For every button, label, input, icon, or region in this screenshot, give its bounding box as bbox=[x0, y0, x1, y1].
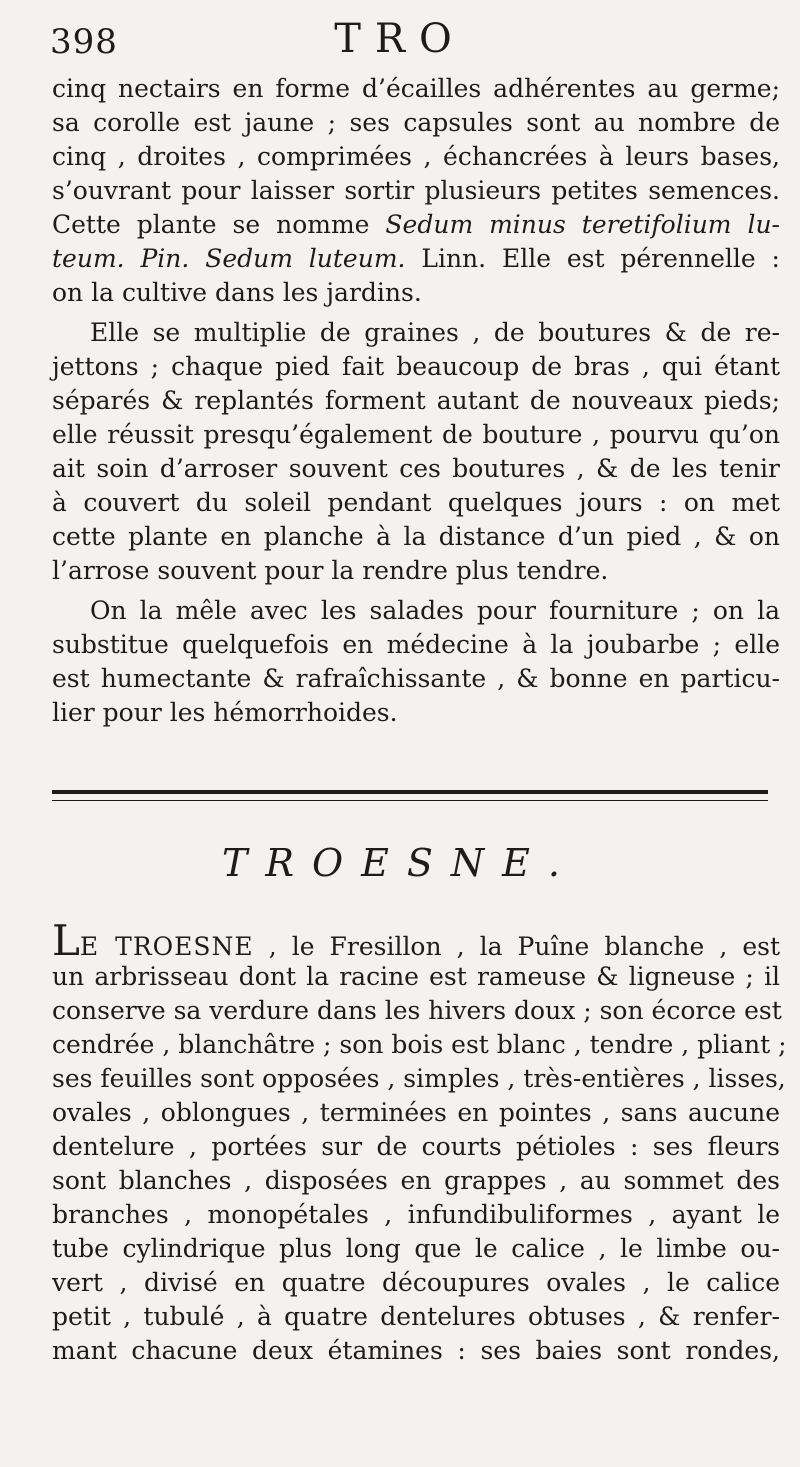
text-line: cette plante en planche à la distance d’un pied , & on bbox=[52, 522, 780, 551]
text-fragment: teum. Pin. bbox=[52, 244, 190, 273]
section-divider bbox=[52, 790, 768, 794]
running-head: TRO bbox=[334, 16, 466, 62]
section-title: TROESNE. bbox=[222, 841, 578, 885]
text-fragment: Cette plante se nomme bbox=[52, 210, 370, 239]
text-line-latin-name bbox=[52, 208, 780, 242]
text-line: branches , monopétales , infundibuliformes , ayant le bbox=[52, 1200, 780, 1229]
text-line: cendrée , blanchâtre ; son bois est blanc , tendre , pliant ; bbox=[52, 1030, 787, 1059]
text-line: ait soin d’arroser souvent ces boutures , & de les tenir bbox=[52, 454, 780, 483]
text-line: elle réussit presqu’également de bouture , pourvu qu’on bbox=[52, 420, 780, 449]
text-line-latin-name bbox=[52, 242, 780, 276]
latin-name: Sedum minus teretifolium lu- bbox=[385, 210, 780, 239]
text-line: ses feuilles sont opposées , simples , très-entières , lisses, bbox=[52, 1064, 786, 1093]
text-line: vert , divisé en quatre découpures ovales , le calice bbox=[52, 1268, 780, 1297]
text-line: substitue quelquefois en médecine à la joubarbe ; elle bbox=[52, 630, 780, 659]
text-line: petit , tubulé , à quatre dentelures obtuses , & renfer- bbox=[52, 1302, 780, 1331]
text-fragment: Linn. Elle est pérennelle : bbox=[421, 244, 780, 273]
text-line: mant chacune deux étamines : ses baies sont rondes, bbox=[52, 1336, 780, 1365]
text-line: jettons ; chaque pied fait beaucoup de bras , qui étant bbox=[52, 352, 780, 381]
page-number: 398 bbox=[50, 22, 118, 62]
drop-cap: L bbox=[52, 916, 80, 965]
text-line: cinq , droites , comprimées , échancrées à leurs bases, bbox=[52, 142, 780, 171]
text-line: est humectante & rafraîchissante , & bonne en particu- bbox=[52, 664, 780, 693]
text-line-opening bbox=[52, 916, 780, 965]
text-fragment: , le Fresillon , la Puîne blanche , est bbox=[268, 932, 780, 961]
text-line: ovales , oblongues , terminées en pointes , sans aucune bbox=[52, 1098, 780, 1127]
headword: E TROESNE bbox=[79, 932, 254, 961]
text-line: lier pour les hémorrhoides. bbox=[52, 698, 398, 727]
text-line: dentelure , portées sur de courts pétioles : ses fleurs bbox=[52, 1132, 780, 1161]
page-header bbox=[0, 16, 800, 64]
text-line: un arbrisseau dont la racine est rameuse & ligneuse ; il bbox=[52, 962, 780, 991]
text-line: cinq nectairs en forme d’écailles adhérentes au germe; bbox=[52, 74, 780, 103]
text-line: On la mêle avec les salades pour fourniture ; on la bbox=[90, 596, 780, 625]
text-line: Elle se multiplie de graines , de boutures & de re- bbox=[90, 318, 780, 347]
text-line: sa corolle est jaune ; ses capsules sont au nombre de bbox=[52, 108, 780, 137]
text-line: conserve sa verdure dans les hivers doux ; son écorce est bbox=[52, 996, 782, 1025]
text-line: séparés & replantés forment autant de nouveaux pieds; bbox=[52, 386, 780, 415]
text-line: on la cultive dans les jardins. bbox=[52, 278, 422, 307]
text-line: s’ouvrant pour laisser sortir plusieurs petites semences. bbox=[52, 176, 780, 205]
text-line: à couvert du soleil pendant quelques jours : on met bbox=[52, 488, 780, 517]
text-line: tube cylindrique plus long que le calice , le limbe ou- bbox=[52, 1234, 780, 1263]
section-divider-thin bbox=[52, 800, 768, 801]
latin-name: Sedum luteum. bbox=[205, 244, 406, 273]
text-line: l’arrose souvent pour la rendre plus tendre. bbox=[52, 556, 609, 585]
text-line: sont blanches , disposées en grappes , au sommet des bbox=[52, 1166, 780, 1195]
